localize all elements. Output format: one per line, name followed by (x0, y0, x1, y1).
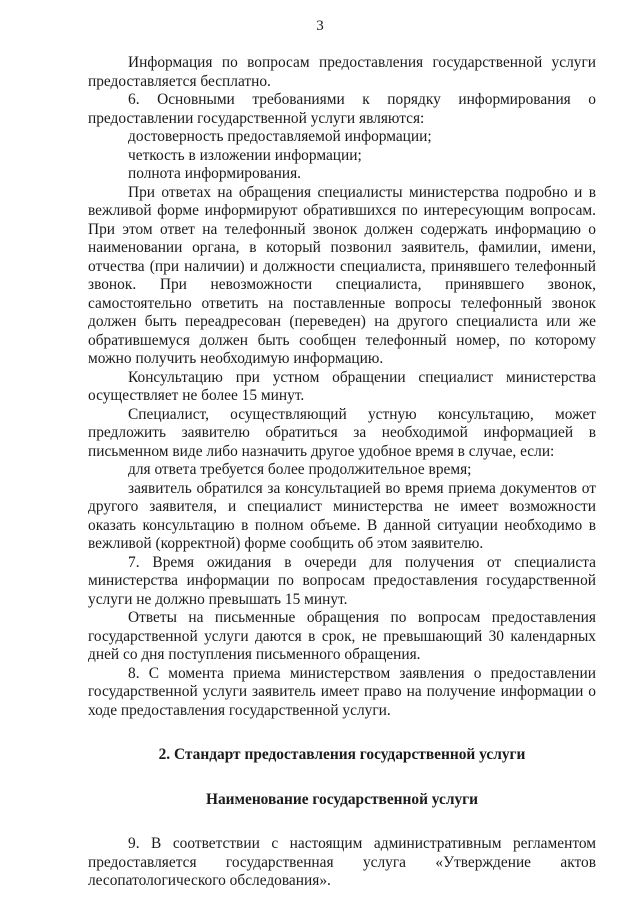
subsection-heading: Наименование государственной услуги (205, 790, 479, 808)
list-item-reliability: достоверность предоставляемой информации; (128, 128, 432, 145)
paragraph-free-info: Информация по вопросам предоставления государственной услуги предоставляется бесплатно. (88, 54, 596, 90)
paragraph-right-to-info: 8. С момента приема министерством заявления о предоставлении государственной услуги заявитель имеет право на получение информации о ходе предоставления государственной услуги. (88, 664, 596, 719)
paragraph-written-answers: Ответы на письменные обращения по вопросам предоставления государственной услуги даются в срок, не превышающий 30 календарных дней со дня поступления письменного обращения. (88, 609, 596, 663)
list-item-completeness: полнота информирования. (128, 165, 301, 182)
list-item-clarity: четкость в изложении информации; (128, 146, 362, 164)
paragraph-specialist-offer: Специалист, осуществляющий устную консультацию, может предложить заявителю обратиться за необходимой информацией в письменном виде либо назначить другое удобное время в случае, если: (88, 405, 596, 460)
paragraph-phone-answers: При ответах на обращения специалисты министерства подробно и в вежливой форме информируют обратившихся по интересующим вопросам. При этом ответ на телефонный звонок должен содержать информацию о наименовании органа, в который позвонил заявитель, фамилии, имени, отчества (при наличии) и должности специалиста, принявшего телефонный звонок. При невозможности специалиста, принявшего звонок, самостоятельно ответить на поставленные вопросы телефонный звонок должен быть переадресован (переведен) на другого специалиста или же обратившемуся должен быть сообщен телефонный номер, по которому можно получить необходимую информацию. (88, 183, 596, 367)
document-body (88, 54, 596, 891)
list-item-more-time: для ответа требуется более продолжительное время; (128, 461, 472, 478)
section-heading: 2. Стандарт предоставления государственной услуги (158, 746, 526, 763)
list-item-during-reception: заявитель обратился за консультацией во время приема документов от другого заявителя, и специалист министерства не имеет возможности оказать консультацию в полном объеме. В данной ситуации необходимо в вежливой (корректной) форме сообщить об этом заявителю. (88, 479, 596, 552)
paragraph-oral-consultation: Консультацию при устном обращении специалист министерства осуществляет не более 15 минут. (88, 368, 596, 404)
paragraph-service-name: 9. В соответствии с настоящим административным регламентом предоставляется государственная услуга «Утверждение актов лесопатологического обследования». (88, 835, 596, 889)
page-number: 3 (316, 18, 324, 34)
paragraph-requirements: 6. Основными требованиями к порядку информирования о предоставлении государственной услуги являются: (88, 91, 596, 127)
paragraph-waiting-time: 7. Время ожидания в очереди для получения от специалиста министерства информации по вопросам предоставления государственной услуги не должно превышать 15 минут. (88, 553, 596, 608)
